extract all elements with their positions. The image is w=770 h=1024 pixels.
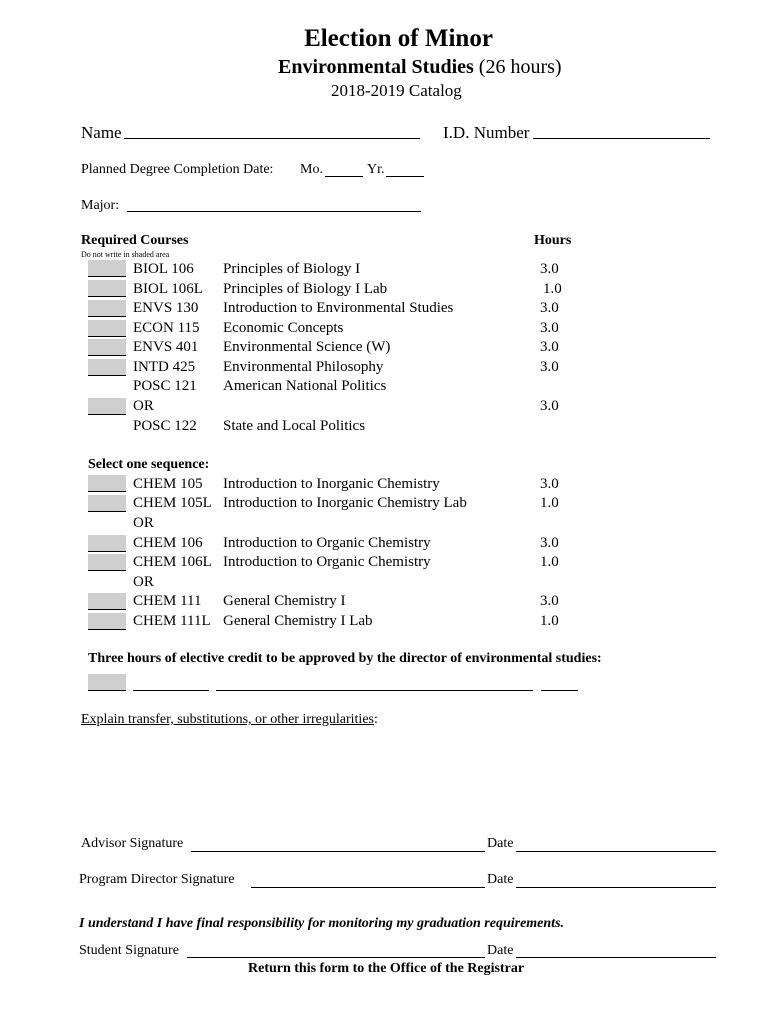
course-hours: 3.0: [540, 300, 559, 316]
course-title: Economic Concepts: [223, 320, 344, 336]
course-code: BIOL 106: [133, 261, 194, 277]
course-title: Introduction to Inorganic Chemistry: [223, 476, 440, 492]
course-hours: 1.0: [543, 281, 562, 297]
shaded-box: [88, 674, 126, 691]
course-row: [0, 593, 770, 613]
or-label: OR: [133, 398, 154, 414]
sequence-heading: Select one sequence:: [88, 457, 210, 472]
course-code: CHEM 111: [133, 593, 202, 609]
or-label: OR: [133, 574, 154, 590]
course-row: [0, 613, 770, 633]
advisor-date-label: Date: [487, 836, 514, 851]
or-label: OR: [133, 515, 154, 531]
course-title: General Chemistry I Lab: [223, 613, 373, 629]
advisor-signature-field[interactable]: [191, 851, 485, 852]
elective-title-field[interactable]: [216, 690, 533, 691]
minor-hours: (26 hours): [473, 56, 562, 78]
course-title: Principles of Biology I: [223, 261, 361, 277]
course-hours: 3.0: [540, 320, 559, 336]
explain-label: [81, 712, 378, 728]
year-label: Yr.: [367, 162, 385, 177]
course-row: [0, 281, 770, 301]
student-signature-field[interactable]: [187, 957, 485, 958]
course-code: ENVS 401: [133, 339, 199, 355]
required-courses-heading: Required Courses: [81, 233, 189, 248]
id-number-label: I.D. Number: [443, 123, 530, 142]
course-title: Principles of Biology I Lab: [223, 281, 388, 297]
course-hours: 3.0: [540, 593, 559, 609]
course-row: [0, 359, 770, 379]
form-subtitle: [278, 56, 562, 79]
director-signature-label: Program Director Signature: [79, 872, 235, 887]
return-instruction: Return this form to the Office of the Registrar: [248, 961, 525, 976]
course-row: [0, 418, 770, 438]
course-code: CHEM 106L: [133, 554, 212, 570]
student-date-field[interactable]: [516, 957, 716, 958]
elective-course-field[interactable]: [133, 690, 209, 691]
director-date-label: Date: [487, 872, 514, 887]
course-title: Environmental Philosophy: [223, 359, 384, 375]
course-code: BIOL 106L: [133, 281, 203, 297]
course-code: CHEM 105: [133, 476, 203, 492]
course-row: [0, 300, 770, 320]
catalog-year: 2018-2019 Catalog: [331, 81, 462, 100]
student-signature-label: Student Signature: [79, 943, 179, 958]
name-field[interactable]: [124, 138, 420, 139]
explain-colon: :: [373, 712, 378, 727]
course-code: ECON 115: [133, 320, 200, 336]
elective-heading: Three hours of elective credit to be approved by the director of environmental studies:: [88, 651, 602, 666]
course-row: [0, 535, 770, 555]
month-field[interactable]: [325, 176, 363, 177]
course-title: Introduction to Inorganic Chemistry Lab: [223, 495, 467, 511]
course-hours: 3.0: [540, 339, 559, 355]
course-code: POSC 122: [133, 418, 197, 434]
course-title: American National Politics: [223, 378, 387, 394]
course-row: [0, 495, 770, 515]
course-hours: 1.0: [540, 613, 559, 629]
responsibility-statement: I understand I have final responsibility for monitoring my graduation requirements.: [79, 916, 565, 931]
form-title: Election of Minor: [304, 25, 493, 52]
course-hours: 3.0: [540, 398, 559, 414]
course-hours: 3.0: [540, 261, 559, 277]
month-label: Mo.: [300, 162, 323, 177]
advisor-date-field[interactable]: [516, 851, 716, 852]
director-date-field[interactable]: [516, 887, 716, 888]
completion-date-label: Planned Degree Completion Date:: [81, 162, 274, 177]
shaded-area-note: Do not write in shaded area: [81, 250, 170, 259]
course-hours: 3.0: [540, 535, 559, 551]
hours-heading: Hours: [534, 233, 572, 248]
course-hours: 3.0: [540, 476, 559, 492]
explain-text: Explain transfer, substitutions, or other irregularities: [81, 712, 374, 727]
course-code: CHEM 105L: [133, 495, 212, 511]
course-code: ENVS 130: [133, 300, 199, 316]
advisor-signature-label: Advisor Signature: [81, 836, 184, 851]
course-row: [0, 398, 770, 418]
course-code: CHEM 111L: [133, 613, 211, 629]
course-title: Environmental Science (W): [223, 339, 391, 355]
course-code: CHEM 106: [133, 535, 203, 551]
course-row: [0, 574, 770, 594]
name-label: Name: [81, 123, 122, 142]
major-label: Major:: [81, 198, 120, 213]
minor-name: Environmental Studies: [278, 56, 474, 78]
course-title: State and Local Politics: [223, 418, 366, 434]
course-code: POSC 121: [133, 378, 197, 394]
major-field[interactable]: [127, 211, 421, 212]
year-field[interactable]: [386, 176, 424, 177]
course-title: Introduction to Environmental Studies: [223, 300, 454, 316]
elective-hours-field[interactable]: [541, 690, 578, 691]
student-date-label: Date: [487, 943, 514, 958]
course-title: General Chemistry I: [223, 593, 346, 609]
director-signature-field[interactable]: [251, 887, 485, 888]
course-hours: 3.0: [540, 359, 559, 375]
course-title: Introduction to Organic Chemistry: [223, 554, 431, 570]
id-number-field[interactable]: [533, 138, 710, 139]
course-code: INTD 425: [133, 359, 196, 375]
course-row: [0, 320, 770, 340]
course-hours: 1.0: [540, 554, 559, 570]
course-row: [0, 378, 770, 398]
course-row: [0, 515, 770, 535]
course-hours: 1.0: [540, 495, 559, 511]
explain-area[interactable]: [81, 736, 721, 824]
course-row: [0, 261, 770, 281]
course-row: [0, 554, 770, 574]
course-row: [0, 476, 770, 496]
course-row: [0, 339, 770, 359]
course-title: Introduction to Organic Chemistry: [223, 535, 431, 551]
